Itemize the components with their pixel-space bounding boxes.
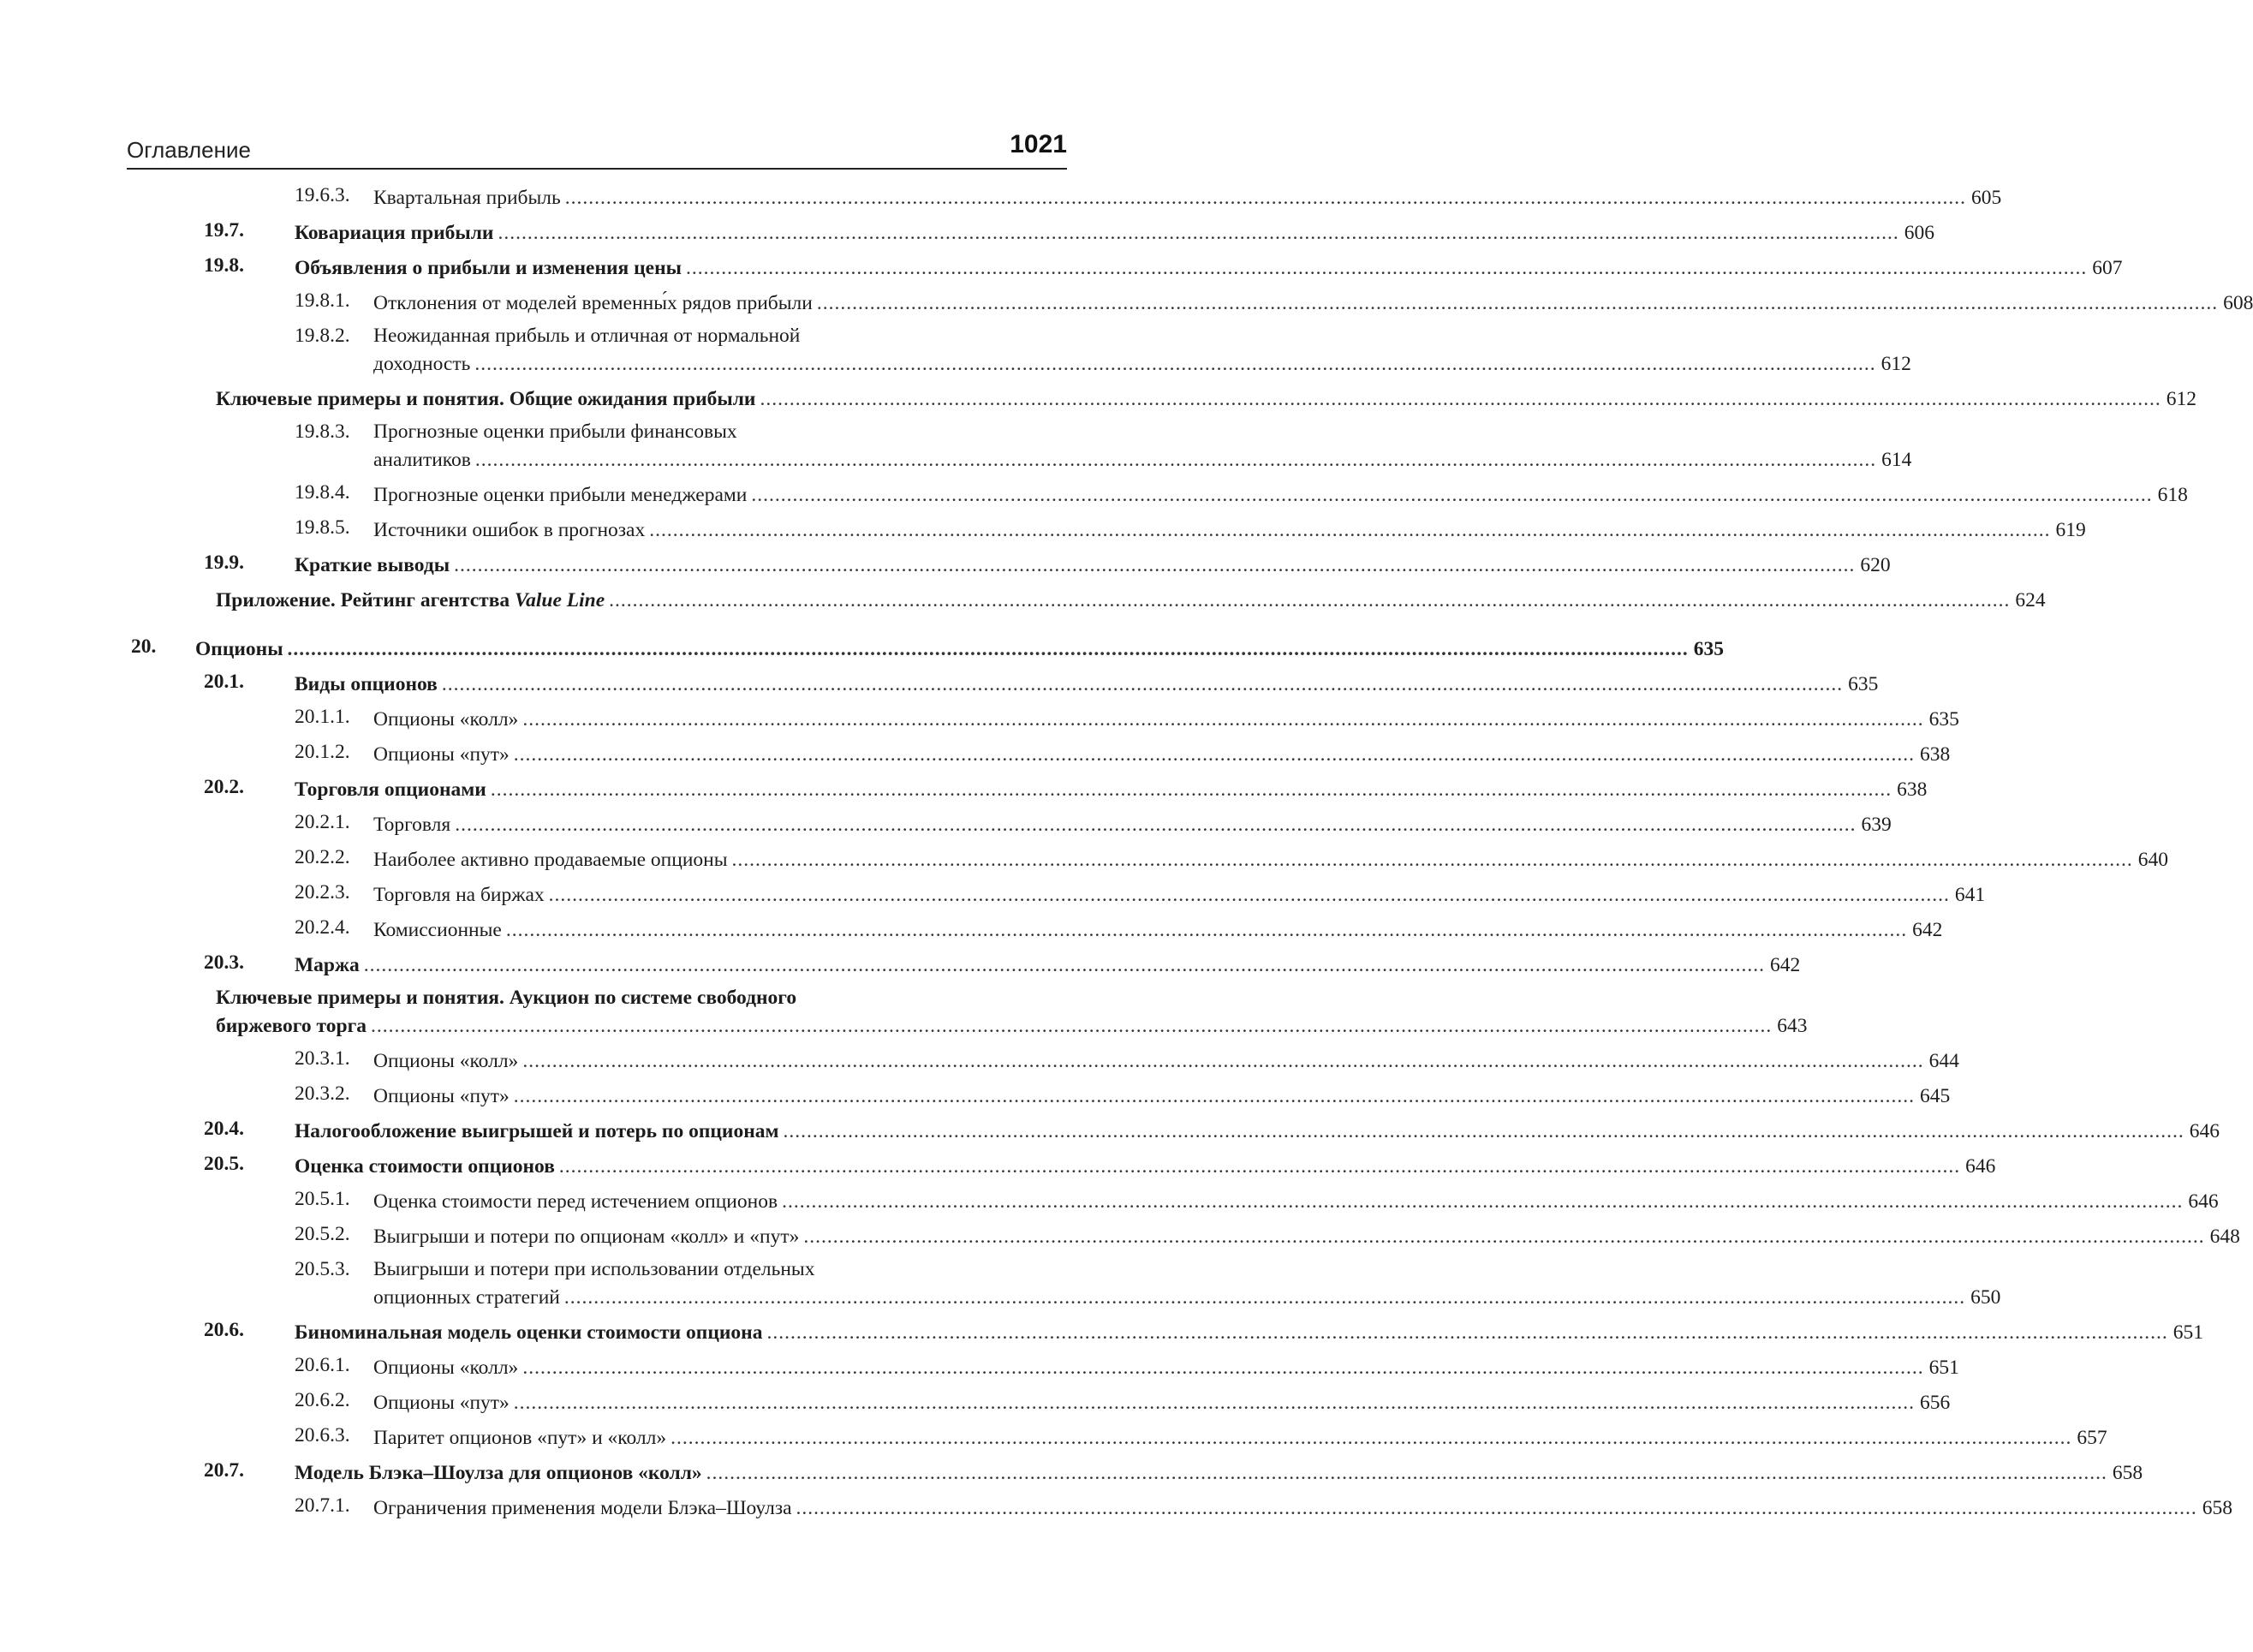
toc-page: 618	[2157, 484, 2188, 506]
leader-dots: ..............................................................................................................................................................................................................................................	[731, 849, 2133, 871]
toc-entry-20-7-1[interactable]	[127, 1489, 2233, 1524]
toc-page: 646	[2189, 1120, 2220, 1142]
toc-entry-19-8[interactable]	[127, 249, 2123, 284]
toc-number: 19.7.	[204, 219, 244, 242]
leader-dots: ..............................................................................................................................................................................................................................................	[563, 1286, 1966, 1309]
toc-title-line1: Неожиданная прибыль и отличная от нормальной	[373, 325, 801, 347]
toc-page: 657	[2077, 1427, 2107, 1449]
toc-number: 20.6.3.	[295, 1424, 350, 1446]
toc-page: 641	[1954, 884, 1986, 906]
toc-number: 19.8.	[204, 254, 244, 277]
toc-number: 20.2.3.	[295, 881, 350, 904]
leader-dots: ..............................................................................................................................................................................................................................................	[505, 919, 1908, 941]
toc-page: 650	[1970, 1286, 2001, 1309]
toc-entry-20-6-1[interactable]	[127, 1349, 1959, 1384]
toc-number: 20.1.	[204, 671, 244, 693]
toc-entry-19-6-3[interactable]	[127, 179, 2002, 214]
toc-number: 20.6.1.	[295, 1354, 350, 1376]
toc-entry-20-5[interactable]	[127, 1148, 1996, 1183]
toc-title: Опционы «колл»	[373, 1050, 519, 1072]
leader-dots: ..............................................................................................................................................................................................................................................	[498, 222, 1899, 244]
leader-dots: ..............................................................................................................................................................................................................................................	[816, 292, 2219, 314]
toc-page: 651	[2173, 1321, 2203, 1344]
running-header	[127, 128, 1067, 170]
toc-title: Паритет опционов «пут» и «колл»	[373, 1427, 667, 1449]
leader-dots: ..............................................................................................................................................................................................................................................	[522, 708, 1924, 731]
toc-title: Отклонения от моделей временны́х рядов прибыли	[373, 292, 813, 314]
toc-entry-20-5-1[interactable]	[127, 1183, 2219, 1218]
toc-number: 19.8.5.	[295, 516, 350, 539]
toc-entry-20-2-3[interactable]	[127, 876, 1986, 911]
toc-page: 646	[2188, 1190, 2219, 1213]
toc-title: Маржа	[295, 954, 360, 976]
toc-title: Объявления о прибыли и изменения цены	[295, 257, 682, 279]
leader-dots: ..............................................................................................................................................................................................................................................	[564, 187, 1967, 209]
toc-entry-20-3-1[interactable]	[127, 1042, 1959, 1077]
leader-dots: ..............................................................................................................................................................................................................................................	[513, 1085, 1916, 1107]
toc-title: Оценка стоимости опционов	[295, 1155, 555, 1178]
toc-title: Краткие выводы	[295, 554, 450, 576]
toc-number: 19.9.	[204, 552, 244, 574]
toc-page: 658	[2112, 1462, 2143, 1484]
leader-dots: ..............................................................................................................................................................................................................................................	[766, 1321, 2168, 1344]
leader-dots: ..............................................................................................................................................................................................................................................	[751, 484, 2153, 506]
toc-title: Выигрыши и потери по опционам «колл» и «пут»	[373, 1226, 800, 1248]
toc-page: 658	[2202, 1497, 2233, 1519]
toc-title: Опционы	[195, 638, 283, 660]
toc-page: 646	[1965, 1155, 1996, 1178]
toc-entry-20-4[interactable]	[127, 1112, 2220, 1148]
toc-page: 642	[1770, 954, 1801, 976]
toc-entry-20-2-2[interactable]	[127, 841, 2169, 876]
leader-dots: ..............................................................................................................................................................................................................................................	[490, 778, 1892, 801]
toc-entry-20-2-1[interactable]	[127, 806, 1892, 841]
toc-page: 620	[1860, 554, 1891, 576]
toc-entry-20-1-2[interactable]	[127, 736, 1951, 771]
leader-dots: ..............................................................................................................................................................................................................................................	[671, 1427, 2072, 1449]
leader-dots: ..............................................................................................................................................................................................................................................	[796, 1497, 2197, 1519]
toc-title	[216, 588, 605, 612]
toc-title: Источники ошибок в прогнозах	[373, 519, 646, 541]
toc-title: Опционы «пут»	[373, 1085, 510, 1107]
toc-page: 642	[1912, 919, 1943, 941]
header-title: Оглавление	[127, 137, 251, 163]
toc-title-italic: Value Line	[515, 589, 605, 611]
toc-title: Ковариация прибыли	[295, 222, 494, 244]
toc-title: Опционы «колл»	[373, 708, 519, 731]
toc-page: 635	[1693, 638, 1725, 660]
toc-number: 20.3.2.	[295, 1082, 350, 1105]
leader-dots: ..............................................................................................................................................................................................................................................	[522, 1357, 1924, 1379]
toc-title: Опционы «пут»	[373, 743, 510, 766]
leader-dots: ..............................................................................................................................................................................................................................................	[558, 1155, 1961, 1178]
toc-title: Наиболее активно продаваемые опционы	[373, 849, 728, 871]
toc-title-line2: аналитиков	[373, 449, 471, 471]
toc-number: 19.8.4.	[295, 481, 350, 504]
toc-page: 656	[1920, 1392, 1951, 1414]
toc-page: 643	[1777, 1015, 1808, 1037]
toc-number: 20.3.	[204, 951, 244, 974]
toc-page: 624	[2015, 589, 2046, 611]
toc-number: 19.8.1.	[295, 289, 350, 312]
toc-title: Биноминальная модель оценки стоимости опциона	[295, 1321, 763, 1344]
leader-dots: ..............................................................................................................................................................................................................................................	[783, 1120, 2184, 1142]
toc-page: 612	[2166, 388, 2196, 410]
toc-number: 20.3.1.	[295, 1047, 350, 1070]
toc-number: 20.	[131, 635, 157, 658]
leader-dots: ..............................................................................................................................................................................................................................................	[649, 519, 2051, 541]
toc-title-line1: Ключевые примеры и понятия. Аукцион по системе свободного	[216, 987, 797, 1009]
toc-number: 19.8.3.	[295, 420, 350, 443]
leader-dots: ..............................................................................................................................................................................................................................................	[548, 884, 1950, 906]
toc-title: Опционы «колл»	[373, 1357, 519, 1379]
toc-entry-20-2-4[interactable]	[127, 911, 1943, 946]
toc-page: 612	[1880, 353, 1911, 375]
toc-entry-20-5-3[interactable]	[127, 1253, 2001, 1314]
toc-entry-key-examples-2[interactable]	[127, 981, 1808, 1042]
toc-title: Комиссионные	[373, 919, 502, 941]
toc-entry-20-7[interactable]	[127, 1454, 2143, 1489]
toc-page: 638	[1897, 778, 1928, 801]
toc-page: 635	[1928, 708, 1959, 731]
toc-entry-20-1-1[interactable]	[127, 701, 1959, 736]
leader-dots: ..............................................................................................................................................................................................................................................	[513, 743, 1916, 766]
toc-title: Прогнозные оценки прибыли менеджерами	[373, 484, 748, 506]
toc-number: 20.5.1.	[295, 1188, 350, 1210]
leader-dots: ..............................................................................................................................................................................................................................................	[287, 638, 1689, 660]
toc-entry-19-8-5[interactable]	[127, 511, 2086, 546]
toc-number: 20.2.	[204, 776, 244, 798]
leader-dots: ..............................................................................................................................................................................................................................................	[474, 449, 1877, 471]
leader-dots: ..............................................................................................................................................................................................................................................	[363, 954, 1766, 976]
toc-entry-20-3-2[interactable]	[127, 1077, 1951, 1112]
leader-dots: ..............................................................................................................................................................................................................................................	[454, 554, 1856, 576]
toc-entry-19-8-3[interactable]	[127, 415, 1912, 476]
toc-title: Ограничения применения модели Блэка–Шоулза	[373, 1497, 792, 1519]
toc-page: 606	[1904, 222, 1934, 244]
toc-entry-20-6-2[interactable]	[127, 1384, 1951, 1419]
leader-dots: ..............................................................................................................................................................................................................................................	[455, 814, 1857, 836]
toc-entry-chapter-20[interactable]	[127, 630, 1725, 665]
toc-page: 645	[1920, 1085, 1951, 1107]
leader-dots: ..............................................................................................................................................................................................................................................	[706, 1462, 2107, 1484]
toc-entry-appendix[interactable]	[127, 581, 2046, 617]
toc-title: Оценка стоимости перед истечением опционов	[373, 1190, 778, 1213]
toc-number: 20.5.2.	[295, 1223, 350, 1245]
toc-title: Торговля опционами	[295, 778, 486, 801]
toc-number: 20.2.4.	[295, 916, 350, 939]
toc-entry-19-9[interactable]	[127, 546, 1891, 581]
leader-dots: ..............................................................................................................................................................................................................................................	[522, 1050, 1924, 1072]
toc-entry-key-examples-1[interactable]	[127, 380, 2196, 415]
toc-page: 607	[2092, 257, 2123, 279]
toc-number: 20.1.2.	[295, 741, 350, 763]
leader-dots: ..............................................................................................................................................................................................................................................	[803, 1226, 2205, 1248]
toc-title: Виды опционов	[295, 673, 438, 695]
toc-number: 20.2.2.	[295, 846, 350, 868]
table-of-contents	[127, 179, 2253, 1524]
toc-title-line1: Выигрыши и потери при использовании отдельных	[373, 1258, 815, 1280]
toc-title-line2: доходность	[373, 353, 471, 375]
toc-page: 651	[1928, 1357, 1959, 1379]
toc-entry-19-7[interactable]	[127, 214, 1934, 249]
toc-number: 20.2.1.	[295, 811, 350, 833]
leader-dots: ..............................................................................................................................................................................................................................................	[441, 673, 1844, 695]
toc-entry-20-6[interactable]	[127, 1314, 2203, 1349]
leader-dots: ..............................................................................................................................................................................................................................................	[686, 257, 2088, 279]
leader-dots: ..............................................................................................................................................................................................................................................	[513, 1392, 1916, 1414]
toc-title-line2: опционных стратегий	[373, 1286, 560, 1309]
toc-page: 605	[1971, 187, 2002, 209]
toc-title: Торговля	[373, 814, 451, 836]
toc-number: 20.4.	[204, 1118, 244, 1140]
toc-number: 20.6.	[204, 1319, 244, 1341]
toc-entry-20-1[interactable]	[127, 665, 1879, 701]
toc-page: 648	[2209, 1226, 2240, 1248]
toc-number: 20.6.2.	[295, 1389, 350, 1411]
toc-page: 644	[1928, 1050, 1959, 1072]
toc-page: 640	[2137, 849, 2169, 871]
toc-page: 619	[2055, 519, 2086, 541]
toc-title: Торговля на биржах	[373, 884, 545, 906]
toc-page: 638	[1920, 743, 1951, 766]
toc-title-line1: Прогнозные оценки прибыли финансовых	[373, 420, 737, 443]
toc-title: Квартальная прибыль	[373, 187, 561, 209]
toc-number: 20.5.3.	[295, 1258, 350, 1280]
toc-page: 635	[1848, 673, 1879, 695]
toc-page: 608	[2223, 292, 2253, 314]
toc-page: 639	[1861, 814, 1892, 836]
toc-entry-20-2[interactable]	[127, 771, 1928, 806]
toc-page: 614	[1881, 449, 1912, 471]
toc-title: Модель Блэка–Шоулза для опционов «колл»	[295, 1462, 702, 1484]
toc-title: Опционы «пут»	[373, 1392, 510, 1414]
toc-entry-19-8-1[interactable]	[127, 284, 2253, 319]
toc-entry-20-5-2[interactable]	[127, 1218, 2240, 1253]
toc-number: 20.7.	[204, 1459, 244, 1482]
leader-dots: ..............................................................................................................................................................................................................................................	[371, 1015, 1773, 1037]
toc-title: Налогообложение выигрышей и потерь по опционам	[295, 1120, 779, 1142]
toc-number: 20.7.1.	[295, 1494, 350, 1517]
toc-entry-19-8-2[interactable]	[127, 319, 1911, 380]
leader-dots: ..............................................................................................................................................................................................................................................	[474, 353, 1876, 375]
toc-entry-19-8-4[interactable]	[127, 476, 2188, 511]
toc-title: Ключевые примеры и понятия. Общие ожидания прибыли	[216, 388, 756, 410]
toc-number: 19.6.3.	[295, 184, 350, 206]
toc-entry-20-6-3[interactable]	[127, 1419, 2107, 1454]
leader-dots: ..............................................................................................................................................................................................................................................	[760, 388, 2161, 410]
toc-title-main: Приложение. Рейтинг агентства	[216, 589, 516, 611]
toc-entry-20-3[interactable]	[127, 946, 1801, 981]
leader-dots: ..............................................................................................................................................................................................................................................	[782, 1190, 2184, 1213]
leader-dots: ..............................................................................................................................................................................................................................................	[609, 589, 2011, 611]
toc-number: 20.5.	[204, 1153, 244, 1175]
toc-number: 19.8.2.	[295, 325, 350, 347]
toc-number: 20.1.1.	[295, 706, 350, 728]
toc-title-line2: биржевого торга	[216, 1015, 367, 1037]
header-page-number: 1021	[1010, 130, 1067, 158]
